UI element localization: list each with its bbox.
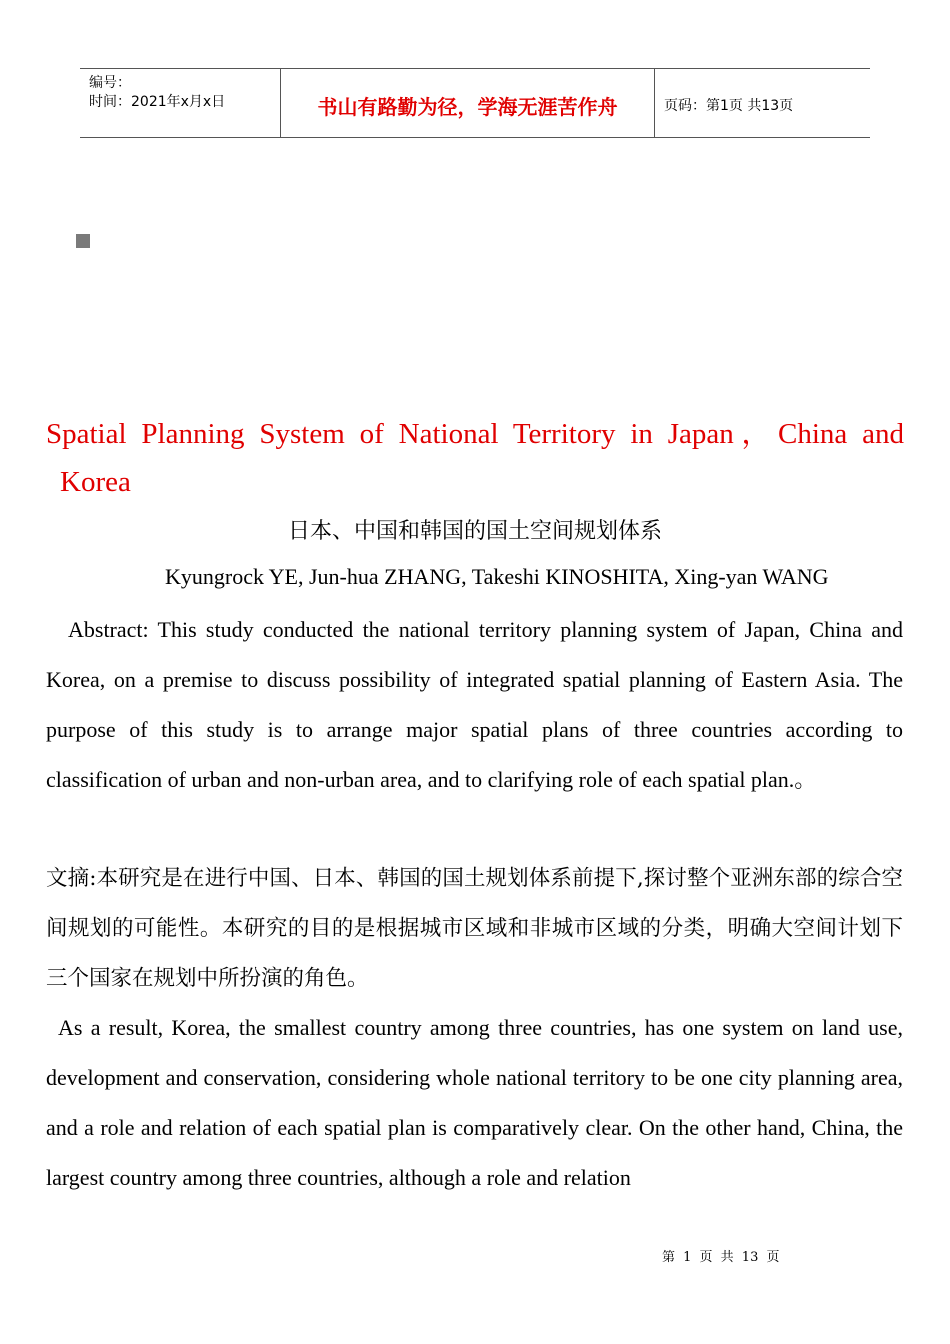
header-motto-cell (281, 69, 655, 137)
abstract-chinese: 文摘:本研究是在进行中国、日本、韩国的国土规划体系前提下,探讨整个亚洲东部的综合空间规划的可能性。本研究的目的是根据城市区域和非城市区域的分类，明确大空间计划下三个国家在规划中所扮演的角色。 (46, 866, 903, 991)
header-page-info: 页码：第1页 共13页 (664, 98, 794, 114)
header-info-cell (80, 69, 281, 137)
page-footer: 第 1 页 共 13 页 (662, 1250, 780, 1265)
result-paragraph: As a result, Korea, the smallest country among three countries, has one system on land use, development and conservation, considering whole national territory to be one city planning area, and a role and relation of each spatial plan is comparatively clear. On the other hand, China, the largest country among three countries, although a role and relation (46, 1015, 903, 1190)
abstract-english: Abstract: This study conducted the national territory planning system of Japan, China and Korea, on a premise to discuss possibility of integrated spatial planning of Eastern Asia. The purpose of this study is to arrange major spatial plans of three countries according to classification of urban and non-urban area, and to clarifying role of each spatial plan.。 (46, 617, 903, 792)
document-header (80, 68, 870, 138)
authors: Kyungrock YE, Jun-hua ZHANG, Takeshi KINOSHITA, Xing-yan WANG (165, 564, 829, 589)
document-time-label: 时间：2021年x月x日 (89, 94, 226, 110)
header-motto: 书山有路勤为径，学海无涯苦作舟 (317, 95, 618, 119)
square-bullet-icon (76, 234, 90, 248)
chinese-title: 日本、中国和韩国的国土空间规划体系 (287, 519, 662, 544)
document-title-line2: Korea (60, 466, 131, 498)
document-number-label: 编号： (89, 75, 131, 91)
document-title-line1: Spatial Planning System of National Territory in Japan，China and (46, 418, 904, 450)
header-page-cell (655, 69, 870, 137)
